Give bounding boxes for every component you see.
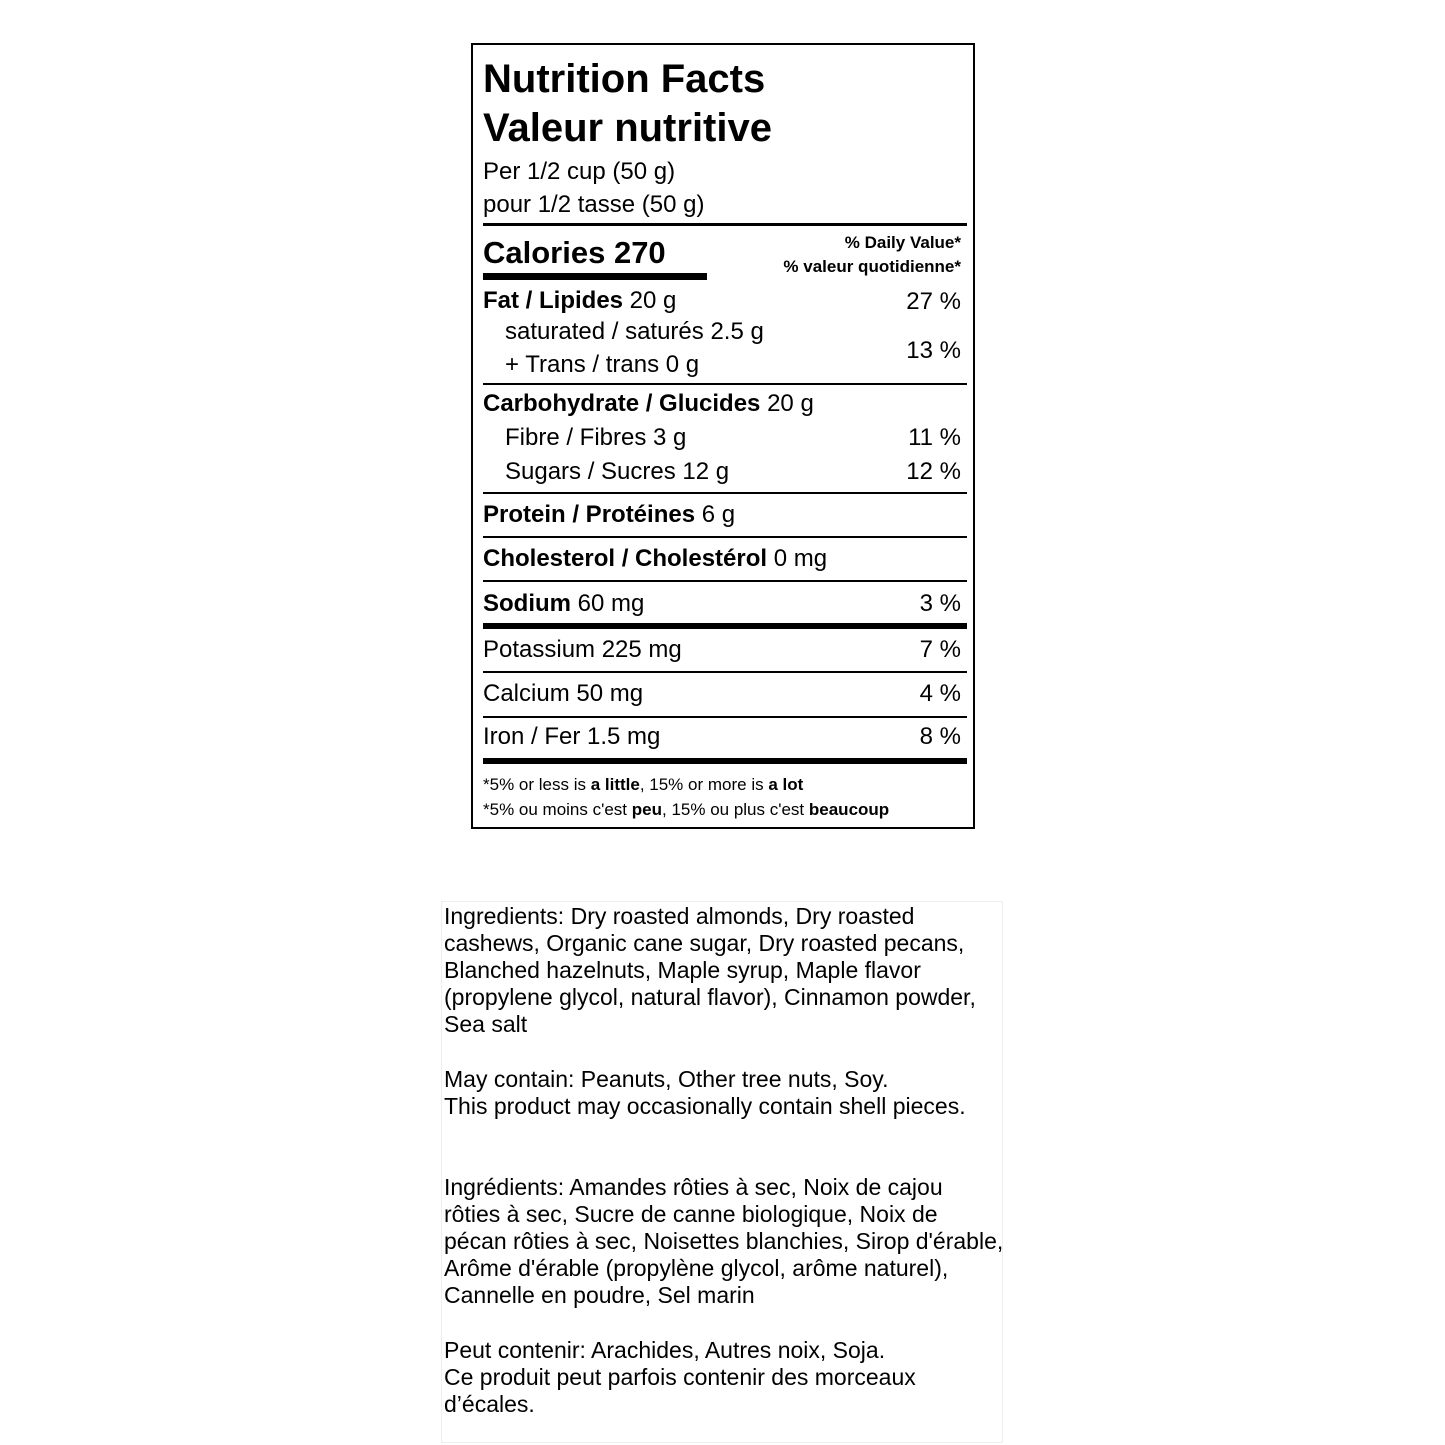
footnote-en-bold: a little <box>590 775 640 794</box>
iron-pct: 8 % <box>919 723 961 750</box>
shell-pieces-en: This product may occasionally contain shell pieces. <box>444 1093 966 1119</box>
rule-carb <box>483 492 967 494</box>
title-en: Nutrition Facts <box>483 57 766 101</box>
calcium-pct: 4 % <box>919 680 961 707</box>
rule-protein <box>483 536 967 538</box>
serving-fr: pour 1/2 tasse (50 g) <box>483 191 705 218</box>
footnote-en <box>483 776 803 793</box>
calories-underline <box>483 273 707 280</box>
protein-row <box>483 503 735 527</box>
sugars-row: Sugars / Sucres 12 g <box>505 458 730 485</box>
fat-label: Fat / Lipides <box>483 287 624 314</box>
sugars-pct: 12 % <box>906 458 961 485</box>
carb-amount: 20 g <box>760 390 814 417</box>
may-contain-fr: Peut contenir: Arachides, Autres noix, Soja. <box>444 1337 886 1363</box>
footnote-fr-part: *5% ou moins c'est <box>483 800 632 819</box>
protein-amount: 6 g <box>695 501 736 528</box>
calcium-row: Calcium 50 mg <box>483 680 644 707</box>
saturated-row: saturated / saturés 2.5 g <box>505 318 764 345</box>
carb-row <box>483 392 814 416</box>
fat-row <box>483 289 676 313</box>
fat-amount: 20 g <box>623 287 677 314</box>
footnote-fr <box>483 801 889 818</box>
rule-calcium <box>483 716 967 718</box>
trans-row: + Trans / trans 0 g <box>505 351 700 378</box>
rule-sodium-thick <box>483 623 967 629</box>
serving-en: Per 1/2 cup (50 g) <box>483 158 676 185</box>
sodium-label: Sodium <box>483 590 571 617</box>
may-contain-en: May contain: Peanuts, Other tree nuts, Soy. <box>444 1066 889 1092</box>
protein-label: Protein / Protéines <box>483 501 696 528</box>
ingredients-fr: Ingrédients: Amandes rôties à sec, Noix de cajou rôties à sec, Sucre de canne biologique, Noix de pécan rôties à sec, Noisettes blanchies, Sirop d'érable, Arôme d'érable (propylène glycol, arôme naturel), Cannelle en poudre, Sel marin <box>444 1174 1004 1308</box>
footnote-en-part: *5% or less is <box>483 775 591 794</box>
potassium-pct: 7 % <box>919 636 961 663</box>
carb-label: Carbohydrate / Glucides <box>483 390 761 417</box>
cholesterol-row <box>483 547 827 571</box>
rule-fat <box>483 383 967 385</box>
cholesterol-amount: 0 mg <box>767 545 828 572</box>
shell-pieces-fr: Ce produit peut parfois contenir des morceaux d’écales. <box>444 1364 916 1417</box>
rule-cholesterol <box>483 580 967 582</box>
sodium-amount: 60 mg <box>571 590 645 617</box>
fibre-pct: 11 % <box>908 424 961 451</box>
ingredients-en: Ingredients: Dry roasted almonds, Dry roasted cashews, Organic cane sugar, Dry roasted pecans, Blanched hazelnuts, Maple syrup, Maple flavor (propylene glycol, natural flavor), Cinnamon powder, Sea salt <box>444 903 976 1037</box>
title-fr: Valeur nutritive <box>483 106 772 150</box>
footnote-fr-bold: beaucoup <box>808 800 890 819</box>
cholesterol-label: Cholesterol / Cholestérol <box>483 545 768 572</box>
rule-iron-thick <box>483 758 967 764</box>
footnote-en-bold: a lot <box>768 775 804 794</box>
footnote-en-part: , 15% or more is <box>639 775 769 794</box>
rule-potassium <box>483 671 967 673</box>
sat-trans-pct: 13 % <box>906 337 961 364</box>
iron-row: Iron / Fer 1.5 mg <box>483 723 661 750</box>
daily-value-header-en: % Daily Value* <box>844 233 961 252</box>
rule-top <box>483 223 967 226</box>
potassium-row: Potassium 225 mg <box>483 636 682 663</box>
footnote-fr-part: , 15% ou plus c'est <box>662 800 809 819</box>
calories: Calories 270 <box>483 235 666 270</box>
footnote-fr-bold: peu <box>631 800 662 819</box>
fibre-row: Fibre / Fibres 3 g <box>505 424 687 451</box>
fat-pct: 27 % <box>906 288 961 315</box>
daily-value-header-fr: % valeur quotidienne* <box>783 257 961 276</box>
nutrition-facts-panel <box>471 43 975 829</box>
ingredients-box <box>441 901 1003 1443</box>
sodium-row <box>483 592 644 616</box>
sodium-pct: 3 % <box>919 590 961 617</box>
